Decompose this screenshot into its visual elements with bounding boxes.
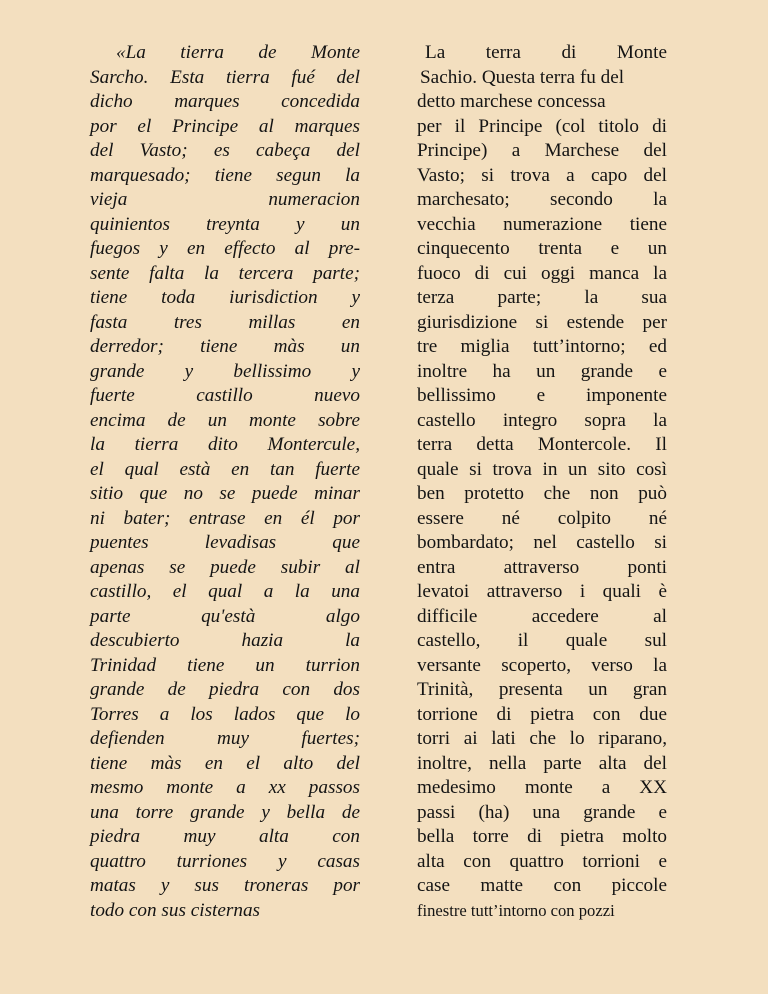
spanish-text-line: sitio que no se puede minar	[90, 483, 360, 504]
italian-text-line: giurisdizione si estende per	[417, 311, 667, 333]
spanish-text-line: puentes levadisas que	[90, 532, 360, 553]
italian-text-line: vecchia numerazione tiene	[417, 213, 667, 235]
spanish-text-line: grande y bellissimo y	[90, 360, 360, 382]
italian-text-line: Trinità, presenta un gran	[417, 679, 667, 700]
italian-text-line: quale si trova in un sito così	[417, 458, 667, 480]
spanish-text-line: la tierra dito Montercule,	[90, 434, 360, 455]
spanish-text-line: grande de piedra con dos	[90, 679, 360, 700]
spanish-text-line: por el Principe al marques	[90, 115, 360, 137]
italian-text-line: versante scoperto, verso la	[417, 654, 667, 676]
spanish-text-line: una torre grande y bella de	[90, 801, 360, 823]
italian-text-column	[417, 41, 667, 923]
spanish-text-line: fuegos y en effecto al pre-	[90, 238, 360, 259]
italian-text-line: levatoi attraverso i quali è	[417, 581, 667, 602]
italian-text-line: case matte con piccole	[417, 875, 667, 896]
italian-text-line: bombardato; nel castello si	[417, 532, 667, 553]
spanish-text-line: vieja numeracion	[90, 189, 360, 210]
italian-text-line: fuoco di cui oggi manca la	[417, 262, 667, 284]
spanish-text-line: Trinidad tiene un turrion	[90, 654, 360, 676]
italian-text-line: torri ai lati che lo riparano,	[417, 728, 667, 749]
italian-text-line: alta con quattro torrioni e	[417, 850, 667, 872]
spanish-text-line: Sarcho. Esta tierra fué del	[90, 66, 360, 88]
italian-text-line: bellissimo e imponente	[417, 385, 667, 406]
italian-text-line: Sachio. Questa terra fu del	[420, 66, 625, 88]
spanish-text-line: defienden muy fuertes;	[90, 728, 360, 749]
italian-text-line: inoltre ha un grande e	[417, 360, 667, 382]
italian-text-line: terra detta Montercole. Il	[417, 434, 667, 455]
spanish-text-line: fuerte castillo nuevo	[90, 385, 360, 406]
spanish-text-line: el qual està en tan fuerte	[90, 458, 360, 480]
spanish-text-line: apenas se puede subir al	[90, 556, 360, 578]
spanish-text-line: ni bater; entrase en él por	[90, 507, 360, 529]
spanish-text-line: quattro turriones y casas	[90, 850, 360, 872]
italian-text-line: finestre tutt’intorno con pozzi	[417, 900, 615, 920]
italian-text-line: passi (ha) una grande e	[417, 801, 667, 823]
spanish-text-line: derredor; tiene màs un	[90, 336, 360, 357]
italian-text-line: torrione di pietra con due	[417, 703, 667, 725]
italian-text-line: entra attraverso ponti	[417, 556, 667, 578]
spanish-text-line: parte qu'està algo	[90, 605, 360, 627]
italian-text-line: Vasto; si trova a capo del	[417, 164, 667, 186]
italian-text-line: Principe) a Marchese del	[417, 140, 667, 161]
italian-text-line: medesimo monte a XX	[417, 777, 667, 798]
italian-text-line: bella torre di pietra molto	[417, 826, 667, 847]
spanish-text-line: descubierto hazia la	[90, 630, 360, 651]
spanish-text-line: «La tierra de Monte	[116, 42, 360, 63]
italian-text-line: terza parte; la sua	[417, 287, 667, 308]
spanish-text-line: mesmo monte a xx passos	[90, 777, 360, 798]
italian-text-line: castello, il quale sul	[417, 630, 667, 651]
italian-text-line: cinquecento trenta e un	[417, 238, 667, 259]
spanish-text-line: quinientos treynta y un	[90, 213, 360, 235]
spanish-text-line: piedra muy alta con	[90, 826, 360, 847]
spanish-text-line: sente falta la tercera parte;	[90, 262, 360, 284]
spanish-text-line: todo con sus cisternas	[90, 899, 261, 921]
italian-text-line: per il Principe (col titolo di	[417, 115, 667, 137]
spanish-text-column	[90, 41, 360, 923]
spanish-text-line: matas y sus troneras por	[90, 875, 360, 896]
italian-text-line: marchesato; secondo la	[417, 189, 667, 210]
italian-text-line: ben protetto che non può	[417, 483, 667, 504]
italian-text-line: detto marchese concessa	[417, 91, 606, 112]
spanish-text-line: tiene toda iurisdiction y	[90, 287, 360, 308]
italian-text-line: tre miglia tutt’intorno; ed	[417, 336, 667, 357]
italian-text-line: inoltre, nella parte alta del	[417, 752, 667, 774]
spanish-text-line: marquesado; tiene segun la	[90, 164, 360, 186]
spanish-text-line: dicho marques concedida	[90, 91, 360, 112]
italian-text-line: La terra di Monte	[425, 42, 667, 63]
spanish-text-line: del Vasto; es cabeça del	[90, 140, 360, 161]
italian-text-line: castello integro sopra la	[417, 409, 667, 431]
spanish-text-line: encima de un monte sobre	[90, 409, 360, 431]
italian-text-line: essere né colpito né	[417, 507, 667, 529]
spanish-text-line: Torres a los lados que lo	[90, 703, 360, 725]
spanish-text-line: tiene màs en el alto del	[90, 752, 360, 774]
spanish-text-line: fasta tres millas en	[90, 311, 360, 333]
italian-text-line: difficile accedere al	[417, 605, 667, 627]
spanish-text-line: castillo, el qual a la una	[90, 581, 360, 602]
